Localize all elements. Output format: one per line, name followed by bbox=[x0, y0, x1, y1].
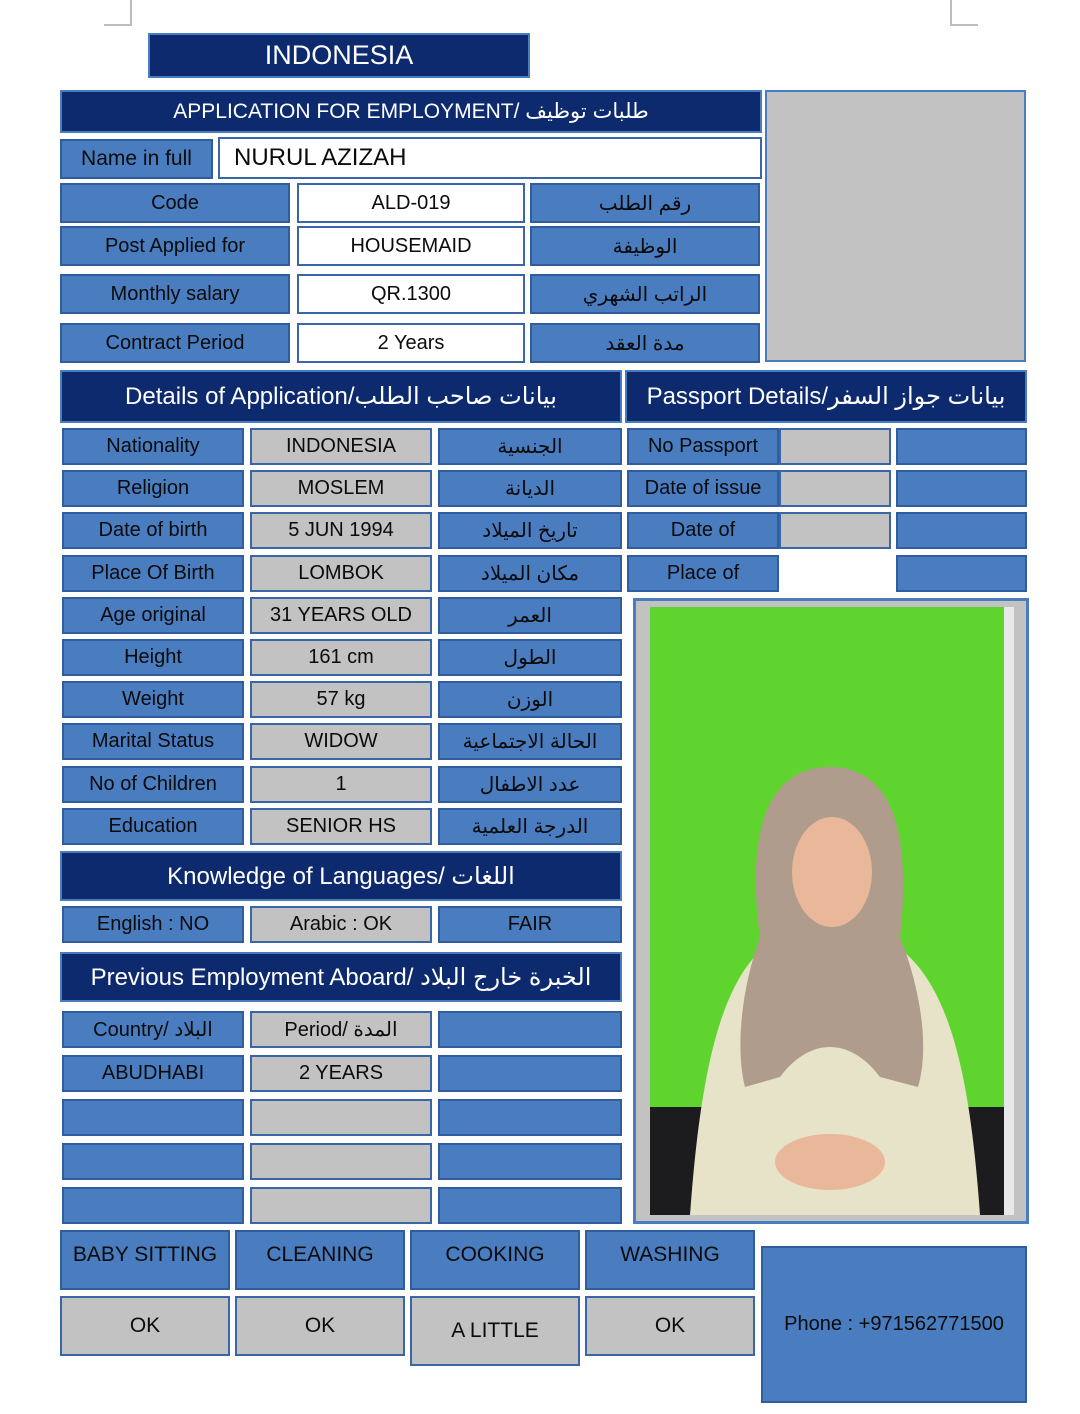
details-row-value: 161 cm bbox=[250, 639, 432, 676]
details-row-label: Nationality bbox=[62, 428, 244, 465]
details-header: Details of Application/بيانات صاحب الطلب bbox=[60, 370, 622, 423]
details-row-arabic: الديانة bbox=[438, 470, 622, 507]
details-row-value: SENIOR HS bbox=[250, 808, 432, 845]
details-row-value: WIDOW bbox=[250, 723, 432, 760]
form-title: APPLICATION FOR EMPLOYMENT/ طلبات توظيف bbox=[60, 90, 762, 133]
passport-row-arabic bbox=[896, 428, 1027, 465]
details-row-label: Marital Status bbox=[62, 723, 244, 760]
previous-row-extra bbox=[438, 1055, 622, 1092]
top-row-label: Monthly salary bbox=[60, 274, 290, 314]
previous-col-period: Period/ المدة bbox=[250, 1011, 432, 1048]
photo-placeholder bbox=[765, 90, 1026, 362]
details-row-arabic: عدد الاطفال bbox=[438, 766, 622, 803]
previous-row-country bbox=[62, 1099, 244, 1136]
details-row-value: 5 JUN 1994 bbox=[250, 512, 432, 549]
page-corner-mark-left bbox=[104, 0, 132, 26]
passport-row-value bbox=[779, 512, 891, 549]
photo-edge-white bbox=[1004, 607, 1014, 1215]
details-row-label: Height bbox=[62, 639, 244, 676]
details-row-arabic: مكان الميلاد bbox=[438, 555, 622, 592]
top-row-value: 2 Years bbox=[297, 323, 525, 363]
country-banner: INDONESIA bbox=[148, 33, 530, 78]
previous-row-period bbox=[250, 1143, 432, 1180]
top-row-arabic: الراتب الشهري bbox=[530, 274, 760, 314]
details-row-value: 1 bbox=[250, 766, 432, 803]
previous-row-country: ABUDHABI bbox=[62, 1055, 244, 1092]
name-value: NURUL AZIZAH bbox=[218, 137, 762, 179]
previous-row-extra bbox=[438, 1143, 622, 1180]
passport-row-value bbox=[779, 555, 891, 592]
details-row-arabic: تاريخ الميلاد bbox=[438, 512, 622, 549]
skill-level: A LITTLE bbox=[410, 1296, 580, 1366]
previous-row-country bbox=[62, 1187, 244, 1224]
top-row-arabic: رقم الطلب bbox=[530, 183, 760, 223]
photo-face bbox=[792, 817, 872, 927]
details-row-value: INDONESIA bbox=[250, 428, 432, 465]
passport-row-arabic bbox=[896, 470, 1027, 507]
passport-row-label: No Passport bbox=[627, 428, 779, 465]
skill-level: OK bbox=[585, 1296, 755, 1356]
skill-name: BABY SITTING bbox=[60, 1230, 230, 1290]
top-row-value: ALD-019 bbox=[297, 183, 525, 223]
skill-level: OK bbox=[60, 1296, 230, 1356]
previous-row-period bbox=[250, 1099, 432, 1136]
skill-name: CLEANING bbox=[235, 1230, 405, 1290]
top-row-arabic: الوظيفة bbox=[530, 226, 760, 266]
top-row-value: QR.1300 bbox=[297, 274, 525, 314]
details-row-label: Weight bbox=[62, 681, 244, 718]
details-row-label: No of Children bbox=[62, 766, 244, 803]
phone-number: Phone : +971562771500 bbox=[761, 1246, 1027, 1403]
previous-row-extra bbox=[438, 1187, 622, 1224]
language-level: FAIR bbox=[438, 906, 622, 943]
details-row-arabic: الدرجة العلمية bbox=[438, 808, 622, 845]
skill-level: OK bbox=[235, 1296, 405, 1356]
details-row-value: 31 YEARS OLD bbox=[250, 597, 432, 634]
photo-hands bbox=[775, 1134, 885, 1190]
top-row-label: Post Applied for bbox=[60, 226, 290, 266]
details-row-arabic: الحالة الاجتماعية bbox=[438, 723, 622, 760]
details-row-value: 57 kg bbox=[250, 681, 432, 718]
language-english: English : NO bbox=[62, 906, 244, 943]
passport-row-label: Place of bbox=[627, 555, 779, 592]
details-row-arabic: الطول bbox=[438, 639, 622, 676]
skill-name: WASHING bbox=[585, 1230, 755, 1290]
passport-row-label: Date of issue bbox=[627, 470, 779, 507]
details-row-label: Place Of Birth bbox=[62, 555, 244, 592]
applicant-photo-frame bbox=[633, 598, 1029, 1224]
previous-row-country bbox=[62, 1143, 244, 1180]
passport-row-value bbox=[779, 470, 891, 507]
details-row-arabic: العمر bbox=[438, 597, 622, 634]
top-row-label: Contract Period bbox=[60, 323, 290, 363]
previous-employment-header: Previous Employment Aboard/ الخبرة خارج البلاد bbox=[60, 952, 622, 1002]
top-row-value: HOUSEMAID bbox=[297, 226, 525, 266]
passport-header: Passport Details/بيانات جواز السفر bbox=[625, 370, 1027, 423]
previous-col-extra bbox=[438, 1011, 622, 1048]
previous-col-country: Country/ البلاد bbox=[62, 1011, 244, 1048]
details-row-label: Religion bbox=[62, 470, 244, 507]
previous-row-extra bbox=[438, 1099, 622, 1136]
passport-row-label: Date of bbox=[627, 512, 779, 549]
details-row-arabic: الوزن bbox=[438, 681, 622, 718]
details-row-arabic: الجنسية bbox=[438, 428, 622, 465]
previous-row-period bbox=[250, 1187, 432, 1224]
language-arabic: Arabic : OK bbox=[250, 906, 432, 943]
top-row-label: Code bbox=[60, 183, 290, 223]
languages-header: Knowledge of Languages/ اللغات bbox=[60, 851, 622, 901]
details-row-label: Age original bbox=[62, 597, 244, 634]
passport-row-arabic bbox=[896, 512, 1027, 549]
passport-row-value bbox=[779, 428, 891, 465]
details-row-value: LOMBOK bbox=[250, 555, 432, 592]
details-row-label: Date of birth bbox=[62, 512, 244, 549]
page-corner-mark-right bbox=[950, 0, 978, 26]
applicant-photo bbox=[650, 607, 1014, 1215]
top-row-arabic: مدة العقد bbox=[530, 323, 760, 363]
details-row-value: MOSLEM bbox=[250, 470, 432, 507]
name-label: Name in full bbox=[60, 139, 213, 179]
passport-row-arabic bbox=[896, 555, 1027, 592]
previous-row-period: 2 YEARS bbox=[250, 1055, 432, 1092]
details-row-label: Education bbox=[62, 808, 244, 845]
skill-name: COOKING bbox=[410, 1230, 580, 1290]
